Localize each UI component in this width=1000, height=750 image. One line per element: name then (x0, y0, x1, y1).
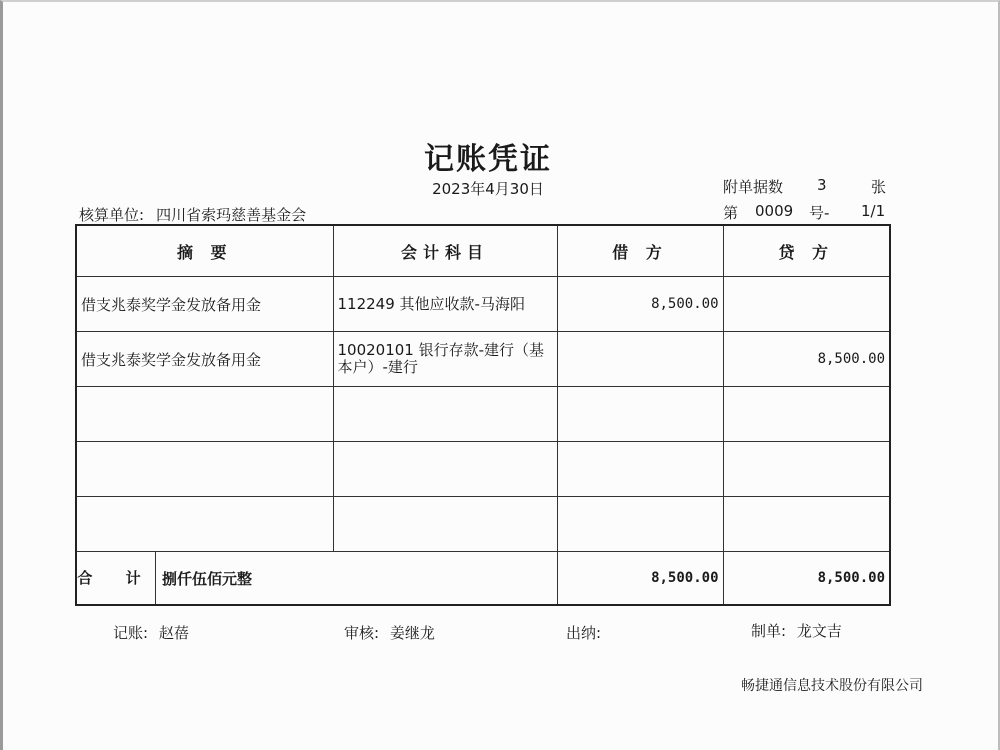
attachments-label: 附单据数 (723, 178, 784, 196)
row-account: 10020101 银行存款-建行（基本户）-建行 (333, 332, 557, 387)
row-credit (723, 387, 890, 442)
voucher-number-value: 0009 (755, 202, 794, 220)
total-amount-words: 捌仟伍佰元整 (162, 569, 253, 588)
accounting-unit-value: 四川省索玛慈善基金会 (156, 206, 307, 224)
row-credit (723, 442, 890, 497)
row-debit (557, 387, 723, 442)
total-debit: 8,500.00 (557, 552, 723, 606)
header-account: 会计科目 (333, 225, 557, 277)
auditor (344, 622, 435, 643)
table-row (76, 277, 890, 332)
voucher-number-prefix: 第 (723, 204, 739, 222)
row-account: 112249 其他应收款-马海阳 (333, 277, 557, 332)
table-row (76, 332, 890, 387)
attachments-number: 3 (817, 176, 827, 194)
row-summary (76, 387, 333, 442)
row-summary: 借支兆泰奖学金发放备用金 (76, 277, 333, 332)
bookkeeper-name: 赵蓓 (158, 624, 189, 642)
header-debit: 借 方 (557, 225, 723, 277)
header-summary: 摘 要 (76, 225, 333, 277)
row-summary (76, 497, 333, 552)
voucher-number-suffix: 号- (809, 204, 830, 222)
row-account (333, 497, 557, 552)
attachments-count (723, 176, 887, 197)
accounting-unit (79, 204, 306, 225)
row-credit: 8,500.00 (723, 332, 890, 387)
software-company: 畅捷通信息技术股份有限公司 (741, 678, 923, 694)
cashier-label: 出纳: (566, 624, 602, 642)
row-summary (76, 442, 333, 497)
accounting-unit-label: 核算单位: (79, 206, 145, 224)
row-credit (723, 277, 890, 332)
voucher-table (75, 224, 891, 606)
cashier (566, 622, 607, 643)
auditor-name: 姜继龙 (389, 624, 435, 642)
total-credit: 8,500.00 (723, 552, 890, 606)
auditor-label: 审核: (344, 624, 380, 642)
table-row (76, 442, 890, 497)
table-row (76, 387, 890, 442)
total-summary-cell (76, 552, 557, 606)
total-label: 合 计 (77, 552, 156, 604)
table-header-row (76, 225, 890, 277)
voucher-title: 记账凭证 (424, 142, 552, 177)
row-credit (723, 497, 890, 552)
bookkeeper-label: 记账: (113, 624, 149, 642)
row-summary: 借支兆泰奖学金发放备用金 (76, 332, 333, 387)
total-row (76, 552, 890, 606)
row-account (333, 387, 557, 442)
attachments-unit: 张 (871, 178, 887, 196)
row-debit: 8,500.00 (557, 277, 723, 332)
preparer (751, 620, 842, 641)
preparer-name: 龙文吉 (796, 622, 842, 640)
bookkeeper (113, 622, 189, 643)
row-account (333, 442, 557, 497)
voucher-page: 1/1 (861, 202, 886, 220)
row-debit (557, 442, 723, 497)
voucher-date: 2023年4月30日 (432, 180, 544, 198)
row-debit (557, 332, 723, 387)
preparer-label: 制单: (751, 622, 787, 640)
table-row (76, 497, 890, 552)
row-debit (557, 497, 723, 552)
header-credit: 贷 方 (723, 225, 890, 277)
